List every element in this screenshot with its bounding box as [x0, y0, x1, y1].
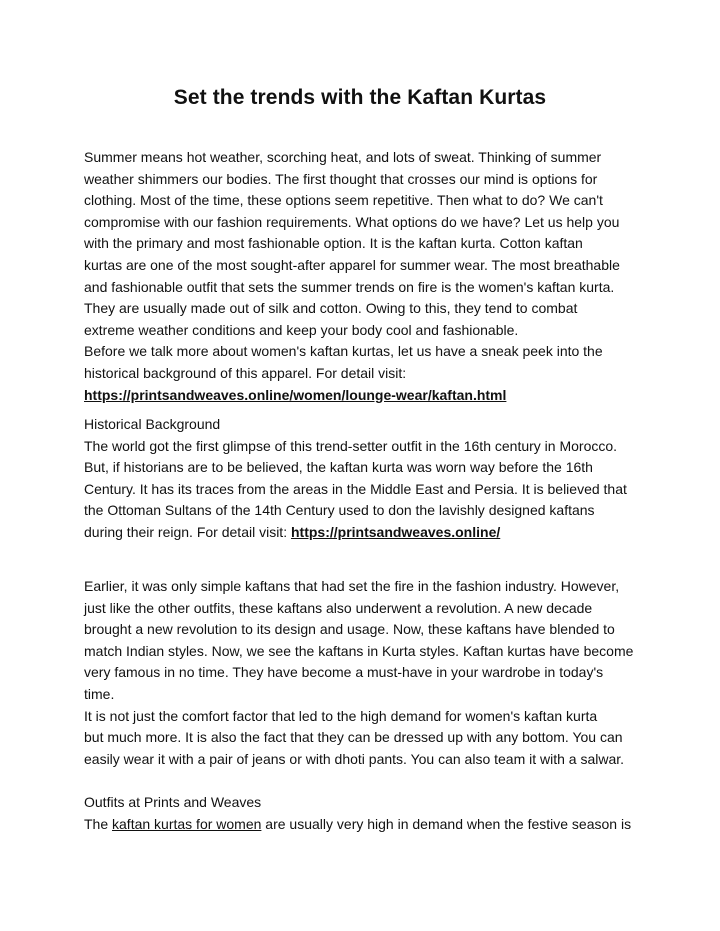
text-line: extreme weather conditions and keep your body cool and fashionable.: [84, 321, 519, 338]
kaftan-kurtas-link[interactable]: kaftan kurtas for women: [112, 815, 262, 832]
text-line: match Indian styles. Now, we see the kaftans in Kurta styles. Kaftan kurtas have become: [84, 642, 634, 659]
history-section: [84, 414, 644, 544]
text-fragment: The: [84, 815, 113, 832]
outfits-line: [84, 814, 644, 836]
text-line: just like the other outfits, these kaftans also underwent a revolution. A new decade: [84, 599, 593, 616]
text-line: Summer means hot weather, scorching heat, and lots of sweat. Thinking of summer: [84, 149, 602, 165]
text-line: Before we talk more about women's kaftan kurtas, let us have a sneak peek into the: [84, 343, 603, 360]
text-line: The world got the first glimpse of this trend-setter outfit in the 16th century in Morocco.: [84, 437, 618, 454]
history-link-line: [84, 522, 644, 544]
text-fragment: are usually very high in demand when the festive season is: [261, 815, 632, 832]
evolution-section: [84, 576, 644, 770]
text-line: historical background of this apparel. For detail visit:: [84, 364, 407, 381]
text-line: brought a new revolution to its design and usage. Now, these kaftans have blended to: [84, 621, 615, 638]
text-line: clothing. Most of the time, these options seem repetitive. Then what to do? We can't: [84, 192, 603, 209]
outfits-section: [84, 792, 644, 835]
text-line: weather shimmers our bodies. The first thought that crosses our mind is options for: [84, 170, 598, 187]
text-line: and fashionable outfit that sets the summer trends on fire is the women's kaftan kurta.: [84, 278, 615, 295]
kaftan-page-link[interactable]: https://printsandweaves.online/women/lounge-wear/kaftan.html: [84, 386, 507, 403]
text-line: easily wear it with a pair of jeans or with dhoti pants. You can also team it with a salwar.: [84, 750, 625, 767]
text-line: kurtas are one of the most sought-after apparel for summer wear. The most breathable: [84, 256, 620, 273]
text-line: It is not just the comfort factor that led to the high demand for women's kaftan kurta: [84, 707, 598, 724]
text-line: the Ottoman Sultans of the 14th Century used to don the lavishly designed kaftans: [84, 502, 595, 519]
text-line: They are usually made out of silk and cotton. Owing to this, they tend to combat: [84, 300, 578, 317]
text-line: Earlier, it was only simple kaftans that had set the fire in the fashion industry. However,: [84, 578, 620, 594]
history-heading: Historical Background: [84, 416, 221, 432]
text-line: Century. It has its traces from the areas in the Middle East and Persia. It is believed that: [84, 480, 627, 497]
text-fragment: during their reign. For detail visit:: [84, 523, 291, 540]
page-title: Set the trends with the Kaftan Kurtas: [173, 86, 547, 109]
text-line: time.: [84, 685, 115, 702]
text-line: with the primary and most fashionable option. It is the kaftan kurta. Cotton kaftan: [84, 235, 583, 252]
intro-paragraph: [84, 147, 644, 406]
text-line: compromise with our fashion requirements. What options do we have? Let us help you: [84, 213, 620, 230]
intro-link-line: [84, 385, 644, 407]
text-line: very famous in no time. They have become a must-have in your wardrobe in today's: [84, 664, 604, 681]
text-line: but much more. It is also the fact that they can be dressed up with any bottom. You can: [84, 729, 623, 746]
homepage-link[interactable]: https://printsandweaves.online/: [290, 523, 501, 540]
outfits-heading: Outfits at Prints and Weaves: [84, 794, 262, 810]
text-line: But, if historians are to be believed, the kaftan kurta was worn way before the 16th: [84, 459, 593, 476]
